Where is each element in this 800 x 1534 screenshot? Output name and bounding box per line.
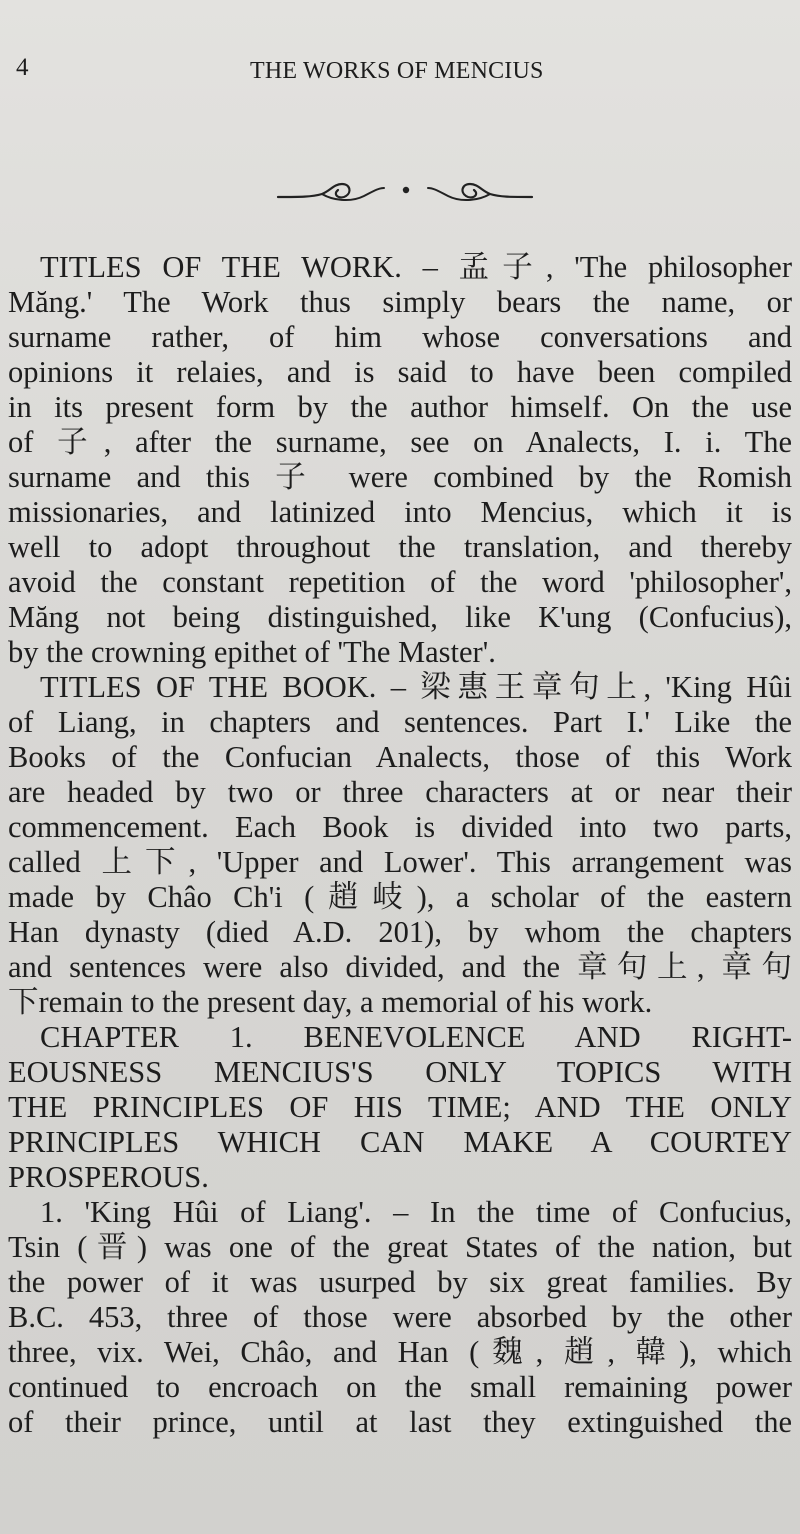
chapter-heading-line: EOUSNESS MENCIUS'S ONLY TOPICS WITH (8, 1055, 792, 1089)
text-line: commencement. Each Book is divided into two parts, (8, 810, 792, 844)
text-line: of 子, after the surname, see on Analects, I. i. The (8, 425, 792, 459)
text-line: in its present form by the author himself. On the use (8, 390, 792, 424)
text-line: 1. 'King Hûi of Liang'. – In the time of Confucius, (40, 1195, 792, 1229)
chapter-heading-line: PRINCIPLES WHICH CAN MAKE A COURTEY (8, 1125, 792, 1159)
text-line: Tsin (晋) was one of the great States of the nation, but (8, 1230, 792, 1264)
text-line: Măng.' The Work thus simply bears the name, or (8, 285, 792, 319)
text-line: continued to encroach on the small remaining power (8, 1370, 792, 1404)
text-line: Books of the Confucian Analects, those of this Work (8, 740, 792, 774)
text-line: surname and this 子 were combined by the Romish (8, 460, 792, 494)
text-line: made by Châo Ch'i (趙岐), a scholar of the eastern (8, 880, 792, 914)
text-line: and sentences were also divided, and the 章句上, 章句 (8, 950, 792, 984)
chapter-heading-line: PROSPEROUS. (8, 1160, 209, 1194)
text-line: missionaries, and latinized into Mencius, which it is (8, 495, 792, 529)
text-line: of their prince, until at last they extinguished the (8, 1405, 792, 1439)
text-line: Han dynasty (died A.D. 201), by whom the chapters (8, 915, 792, 949)
text-line: opinions it relaies, and is said to have been compiled (8, 355, 792, 389)
running-title: THE WORKS OF MENCIUS (250, 58, 544, 84)
chapter-heading-line: CHAPTER 1. BENEVOLENCE AND RIGHT- (40, 1020, 792, 1054)
text-line: B.C. 453, three of those were absorbed by the other (8, 1300, 792, 1334)
text-line: three, vix. Wei, Châo, and Han (魏, 趙, 韓), which (8, 1335, 792, 1369)
text-line: surname rather, of him whose conversations and (8, 320, 792, 354)
chapter-heading-line: THE PRINCIPLES OF HIS TIME; AND THE ONLY (8, 1090, 792, 1124)
text-line: by the crowning epithet of 'The Master'. (8, 635, 496, 669)
text-line: avoid the constant repetition of the word 'philosopher', (8, 565, 792, 599)
text-line: Măng not being distinguished, like K'ung (Confucius), (8, 600, 792, 634)
decorative-divider-ornament (260, 170, 550, 220)
text-line: TITLES OF THE BOOK. – 梁惠王章句上, 'King Hûi (40, 670, 792, 704)
text-line: the power of it was usurped by six great families. By (8, 1265, 792, 1299)
text-line: well to adopt throughout the translation, and thereby (8, 530, 792, 564)
text-line: are headed by two or three characters at or near their (8, 775, 792, 809)
text-line: 下remain to the present day, a memorial of his work. (8, 985, 653, 1019)
text-line: TITLES OF THE WORK. – 孟子, 'The philosopher (40, 250, 792, 284)
page-header (0, 52, 800, 92)
page-number: 4 (16, 54, 29, 81)
text-line: of Liang, in chapters and sentences. Part I.' Like the (8, 705, 792, 739)
text-line: called 上下, 'Upper and Lower'. This arrangement was (8, 845, 792, 879)
body-text (8, 250, 792, 1440)
